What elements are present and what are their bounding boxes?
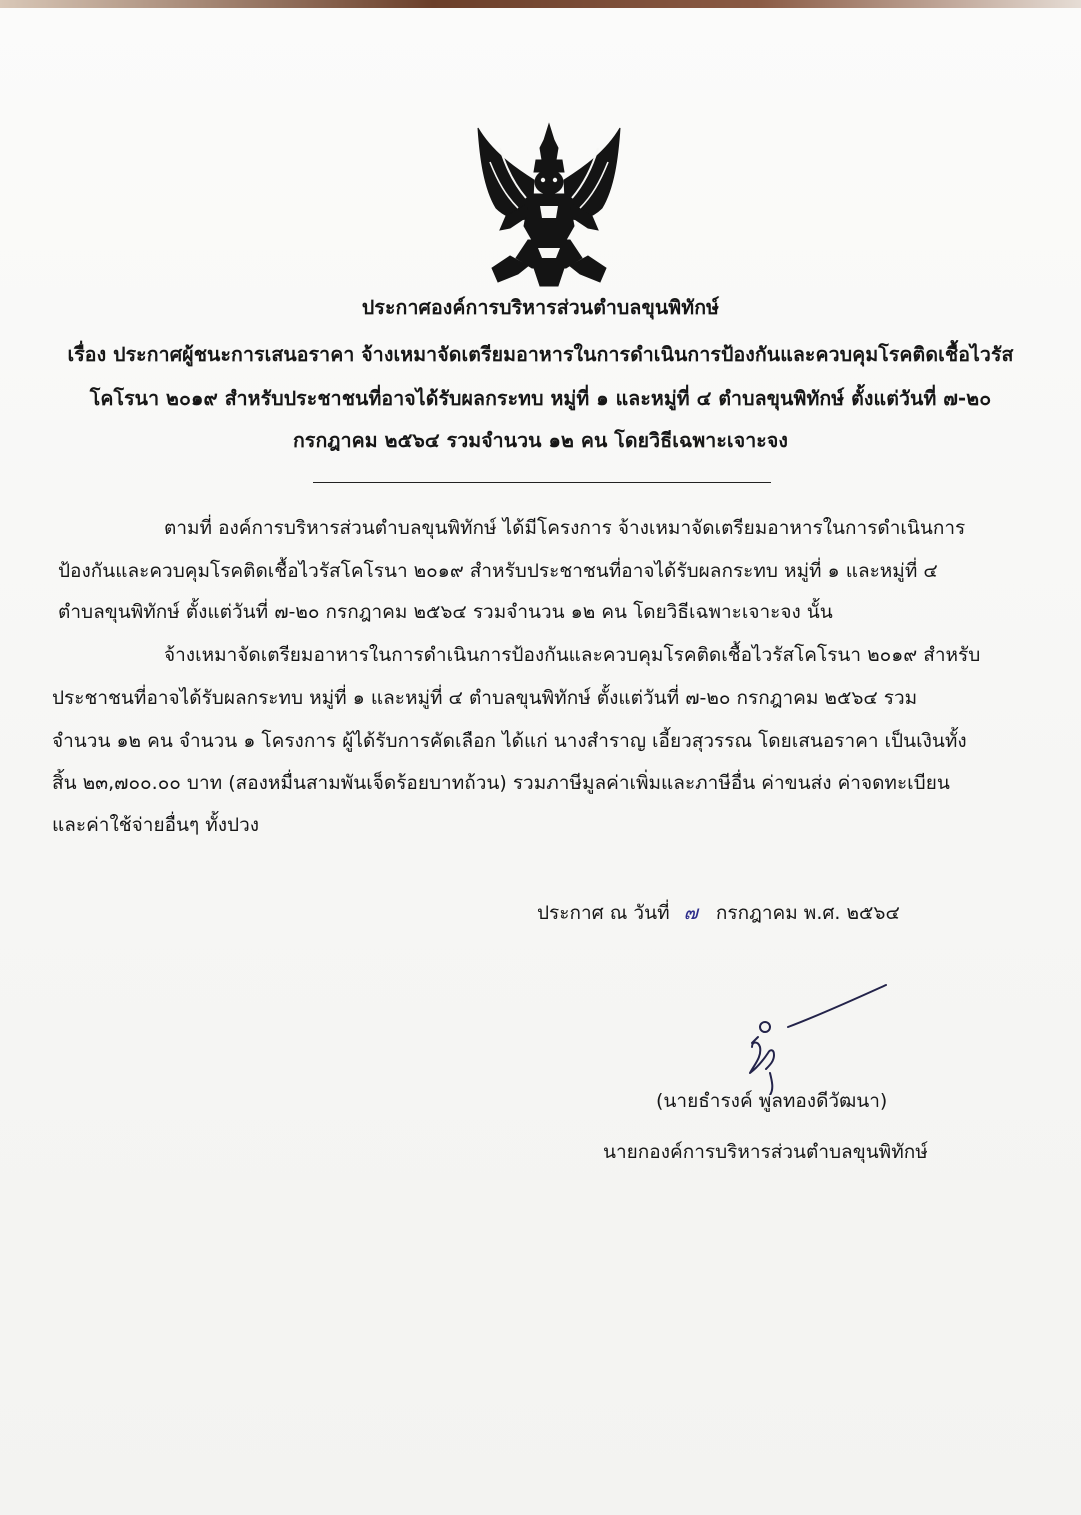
paragraph-2-line-3: จำนวน ๑๒ คน จำนวน ๑ โครงการ ผู้ได้รับการคัดเลือก ได้แก่ นางสำราญ เอี้ยวสุวรรณ โดยเสนอราคา เป็นเงินทั้ง	[52, 730, 967, 752]
announcement-heading: ประกาศองค์การบริหารส่วนตำบลขุนพิทักษ์	[361, 296, 720, 319]
handwritten-signature	[740, 975, 900, 1095]
garuda-emblem	[470, 118, 628, 290]
heading-divider	[313, 482, 771, 483]
subject-line-2: โคโรนา ๒๐๑๙ สำหรับประชาชนที่อาจได้รับผลกระทบ หมู่ที่ ๑ และหมู่ที่ ๔ ตำบลขุนพิทักษ์ ตั้งแต่วันที่ ๗-๒๐	[89, 387, 992, 410]
announcement-date	[537, 898, 900, 928]
paragraph-2-line-4: สิ้น ๒๓,๗๐๐.๐๐ บาท (สองหมื่นสามพันเจ็ดร้อยบาทถ้วน) รวมภาษีมูลค่าเพิ่มและภาษีอื่น ค่าขนส่ง ค่าจดทะเบียน	[52, 772, 950, 794]
paragraph-1-line-2: ป้องกันและควบคุมโรคติดเชื้อไวรัสโคโรนา ๒๐๑๙ สำหรับประชาชนที่อาจได้รับผลกระทบ หมู่ที่ ๑ และหมู่ที่ ๔	[58, 560, 938, 582]
paragraph-2-line-1: จ้างเหมาจัดเตรียมอาหารในการดำเนินการป้องกันและควบคุมโรคติดเชื้อไวรัสโคโรนา ๒๐๑๙ สำหรับ	[164, 644, 981, 666]
signatory-title: นายกองค์การบริหารส่วนตำบลขุนพิทักษ์	[603, 1141, 928, 1163]
paragraph-1-line-3: ตำบลขุนพิทักษ์ ตั้งแต่วันที่ ๗-๒๐ กรกฎาคม ๒๕๖๔ รวมจำนวน ๑๒ คน โดยวิธีเฉพาะเจาะจง นั้น	[58, 601, 833, 623]
date-prefix: ประกาศ ณ วันที่	[537, 902, 670, 924]
subject-line-1: เรื่อง ประกาศผู้ชนะการเสนอราคา จ้างเหมาจัดเตรียมอาหารในการดำเนินการป้องกันและควบคุมโรคติดเชื้อไวรัส	[67, 343, 1014, 366]
paragraph-2-line-5: และค่าใช้จ่ายอื่นๆ ทั้งปวง	[52, 814, 260, 836]
date-month-year: กรกฎาคม พ.ศ. ๒๕๖๔	[715, 902, 900, 924]
subject-line-3: กรกฎาคม ๒๕๖๔ รวมจำนวน ๑๒ คน โดยวิธีเฉพาะเจาะจง	[293, 429, 788, 452]
scan-top-edge	[0, 0, 1081, 8]
handwritten-day: ๗	[683, 902, 698, 924]
paragraph-1-line-1: ตามที่ องค์การบริหารส่วนตำบลขุนพิทักษ์ ได้มีโครงการ จ้างเหมาจัดเตรียมอาหารในการดำเนินการ	[164, 517, 966, 539]
paragraph-2-line-2: ประชาชนที่อาจได้รับผลกระทบ หมู่ที่ ๑ และหมู่ที่ ๔ ตำบลขุนพิทักษ์ ตั้งแต่วันที่ ๗-๒๐ กรกฎาคม ๒๕๖๔ รวม	[52, 687, 918, 709]
signatory-name: (นายธำรงค์ พูลทองดีวัฒนา)	[656, 1090, 888, 1112]
